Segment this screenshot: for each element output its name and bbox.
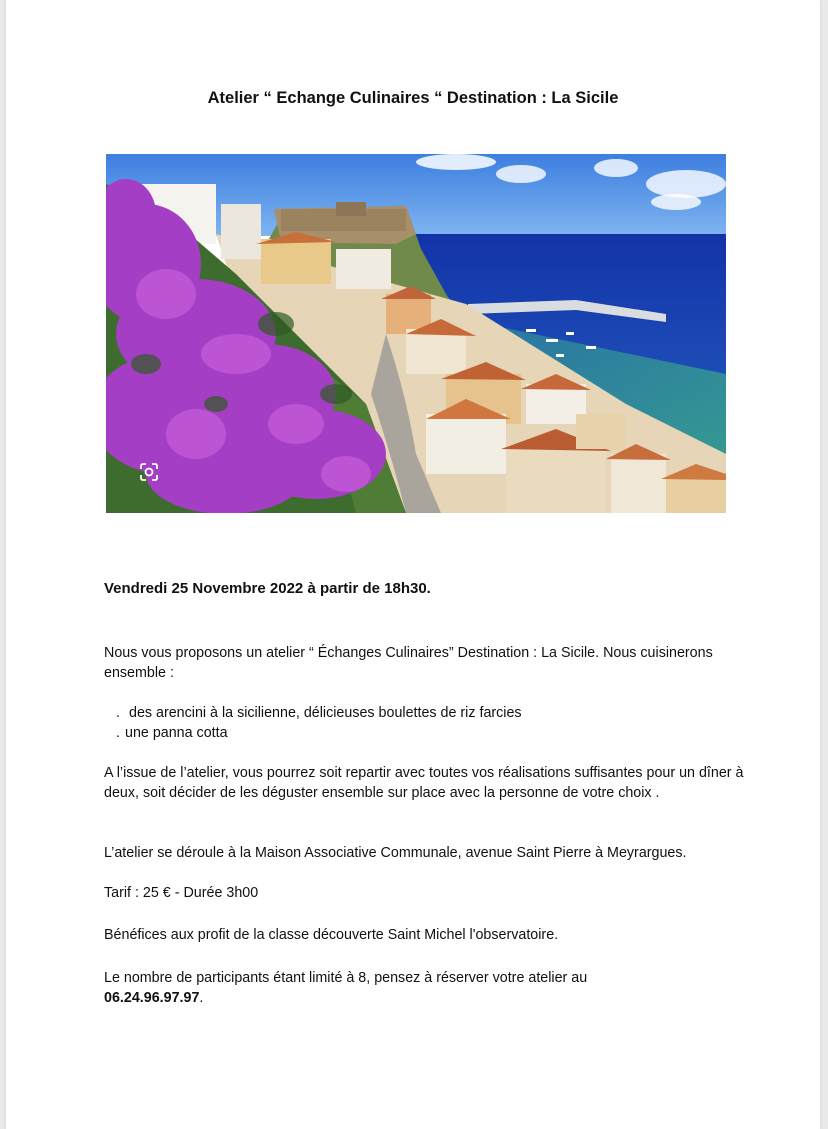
intro-paragraph: Nous vous proposons un atelier “ Échanges Culinaires” Destination : La Sicile. Nous cuisinerons ensemble : (104, 645, 713, 681)
phone-number[interactable]: 06.24.96.97.97 (104, 990, 200, 1006)
bullet: . (116, 705, 120, 721)
menu-item-text: des arencini à la sicilienne, délicieuses boulettes de riz farcies (129, 705, 522, 721)
benefits-paragraph: Bénéfices aux profit de la classe découverte Saint Michel l'observatoire. (104, 927, 559, 943)
booking-end: . (199, 990, 204, 1006)
sicily-coast-illustration (106, 154, 726, 513)
outcome-paragraph: A l’issue de l’atelier, vous pourrez soit repartir avec toutes vos réalisations suffisantes pour un dîner à deux, soit décider de les déguster ensemble sur place avec la personne de votre choix . (104, 765, 744, 801)
sicily-coast-photo (106, 154, 726, 513)
bullet: . (116, 725, 120, 741)
menu-item-text: une panna cotta (125, 725, 228, 741)
list-item (104, 723, 744, 743)
page-title: Atelier “ Echange Culinaires “ Destination : La Sicile (207, 89, 619, 107)
price-paragraph: Tarif : 25 € - Durée 3h00 (104, 885, 259, 901)
booking-text: Le nombre de participants étant limité à 8, pensez à réserver votre atelier au (104, 970, 588, 986)
list-item (104, 703, 744, 723)
menu-list (104, 703, 744, 743)
lens-scan-icon[interactable] (139, 462, 159, 482)
document-page (6, 0, 820, 1129)
event-date: Vendredi 25 Novembre 2022 à partir de 18h30. (104, 580, 431, 597)
location-paragraph: L’atelier se déroule à la Maison Associative Communale, avenue Saint Pierre à Meyrargues. (104, 845, 687, 861)
booking-paragraph (104, 968, 744, 1008)
